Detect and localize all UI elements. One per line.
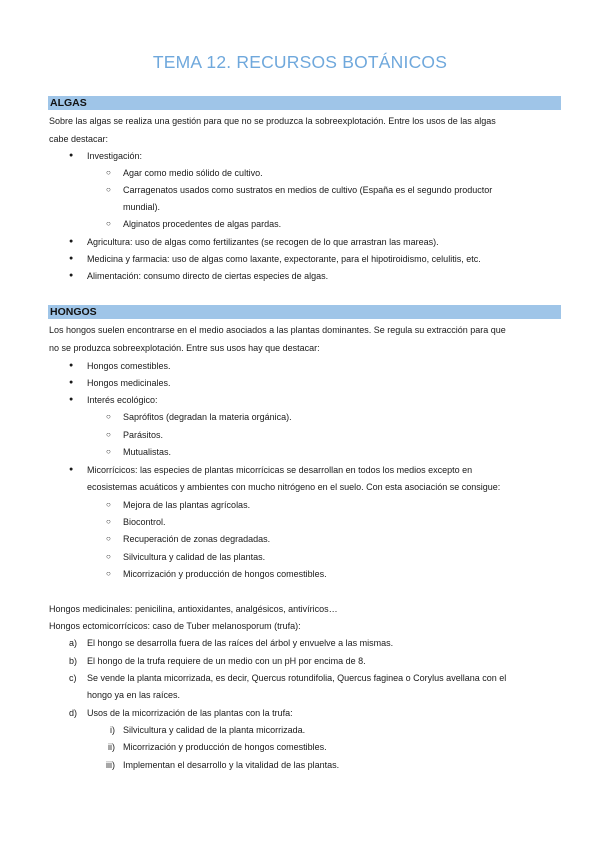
roman-item-iii: Implementan el desarrollo y la vitalidad de las plantas. bbox=[123, 760, 340, 770]
hongos-item-micorricicos-cont: ecosistemas acuáticos y ambientes con mucho nitrógeno en el suelo. Con esta asociación se consigue: bbox=[87, 482, 501, 492]
hongos-mico-produccion: Micorrización y producción de hongos comestibles. bbox=[123, 569, 327, 579]
algas-item-alimentacion: Alimentación: consumo directo de ciertas especies de algas. bbox=[87, 271, 329, 281]
list-marker: iii) bbox=[106, 760, 115, 770]
hongos-eco-saprofitos: Saprófitos (degradan la materia orgánica). bbox=[123, 412, 292, 422]
hongos-ecto-line: Hongos ectomicorrícicos: caso de Tuber melanosporum (trufa): bbox=[49, 621, 301, 631]
bullet-icon: ● bbox=[69, 466, 74, 473]
algas-item-agricultura: Agricultura: uso de algas como fertilizantes (se recogen de lo que arrastran las mareas). bbox=[87, 237, 439, 247]
hongos-mico-biocontrol: Biocontrol. bbox=[123, 517, 166, 527]
section-heading-algas: ALGAS bbox=[48, 96, 561, 110]
circle-bullet-icon: ○ bbox=[106, 447, 111, 456]
algas-sub-carragenatos: Carragenatos usados como sustratos en medios de cultivo (España es el segundo productor bbox=[123, 185, 493, 195]
algas-item-investigacion: Investigación: bbox=[87, 151, 143, 161]
lettered-item-a: El hongo se desarrolla fuera de las raíces del árbol y envuelve a las mismas. bbox=[87, 638, 394, 648]
list-marker: i) bbox=[110, 725, 115, 735]
hongos-item-micorricicos: Micorrícicos: las especies de plantas micorrícicas se desarrollan en todos los medios excepto en bbox=[87, 465, 473, 475]
circle-bullet-icon: ○ bbox=[106, 534, 111, 543]
hongos-eco-mutualistas: Mutualistas. bbox=[123, 447, 172, 457]
circle-bullet-icon: ○ bbox=[106, 430, 111, 439]
roman-item-i: Silvicultura y calidad de la planta micorrizada. bbox=[123, 725, 306, 735]
bullet-icon: ● bbox=[69, 238, 74, 245]
bullet-icon: ● bbox=[69, 379, 74, 386]
list-marker: d) bbox=[69, 708, 78, 718]
lettered-item-c: Se vende la planta micorrizada, es decir, Quercus rotundifolia, Quercus faginea o Corylus avellana con el bbox=[87, 673, 507, 683]
circle-bullet-icon: ○ bbox=[106, 219, 111, 228]
section-heading-hongos: HONGOS bbox=[48, 305, 561, 319]
algas-sub-agar: Agar como medio sólido de cultivo. bbox=[123, 168, 263, 178]
list-marker: c) bbox=[69, 673, 77, 683]
list-marker: a) bbox=[69, 638, 78, 648]
bullet-icon: ● bbox=[69, 152, 74, 159]
circle-bullet-icon: ○ bbox=[106, 569, 111, 578]
list-marker: b) bbox=[69, 656, 78, 666]
hongos-medicinales-line: Hongos medicinales: penicilina, antioxidantes, analgésicos, antivíricos… bbox=[49, 604, 338, 614]
list-marker: ii) bbox=[108, 742, 115, 752]
circle-bullet-icon: ○ bbox=[106, 168, 111, 177]
hongos-eco-parasitos: Parásitos. bbox=[123, 430, 164, 440]
roman-item-ii: Micorrización y producción de hongos comestibles. bbox=[123, 742, 327, 752]
algas-item-medicina: Medicina y farmacia: uso de algas como laxante, expectorante, para el hipotiroidismo, celulitis, etc. bbox=[87, 254, 481, 264]
bullet-icon: ● bbox=[69, 362, 74, 369]
bullet-icon: ● bbox=[69, 255, 74, 262]
algas-sub-carragenatos-cont: mundial). bbox=[123, 202, 161, 212]
lettered-item-c-cont: hongo ya en las raíces. bbox=[87, 690, 181, 700]
hongos-intro-line1: Los hongos suelen encontrarse en el medio asociados a las plantas dominantes. Se regula su extracción para que bbox=[49, 325, 506, 335]
circle-bullet-icon: ○ bbox=[106, 412, 111, 421]
lettered-item-b: El hongo de la trufa requiere de un medio con un pH por encima de 8. bbox=[87, 656, 366, 666]
hongos-item-interes: Interés ecológico: bbox=[87, 395, 158, 405]
bullet-icon: ● bbox=[69, 396, 74, 403]
circle-bullet-icon: ○ bbox=[106, 185, 111, 194]
algas-sub-alginatos: Alginatos procedentes de algas pardas. bbox=[123, 219, 282, 229]
hongos-intro-line2: no se produzca sobreexplotación. Entre sus usos hay que destacar: bbox=[49, 343, 320, 353]
hongos-mico-recuperacion: Recuperación de zonas degradadas. bbox=[123, 534, 271, 544]
bullet-icon: ● bbox=[69, 272, 74, 279]
circle-bullet-icon: ○ bbox=[106, 552, 111, 561]
page-title: TEMA 12. RECURSOS BOTÁNICOS bbox=[152, 52, 448, 72]
algas-intro-line2: cabe destacar: bbox=[49, 134, 109, 144]
hongos-mico-mejora: Mejora de las plantas agrícolas. bbox=[123, 500, 251, 510]
algas-intro-line1: Sobre las algas se realiza una gestión para que no se produzca la sobreexplotación. Entre los usos de las algas bbox=[49, 116, 496, 126]
circle-bullet-icon: ○ bbox=[106, 500, 111, 509]
hongos-mico-silvicultura: Silvicultura y calidad de las plantas. bbox=[123, 552, 266, 562]
hongos-item-comestibles: Hongos comestibles. bbox=[87, 361, 171, 371]
lettered-item-d: Usos de la micorrización de las plantas con la trufa: bbox=[87, 708, 293, 718]
hongos-item-medicinales: Hongos medicinales. bbox=[87, 378, 171, 388]
circle-bullet-icon: ○ bbox=[106, 517, 111, 526]
